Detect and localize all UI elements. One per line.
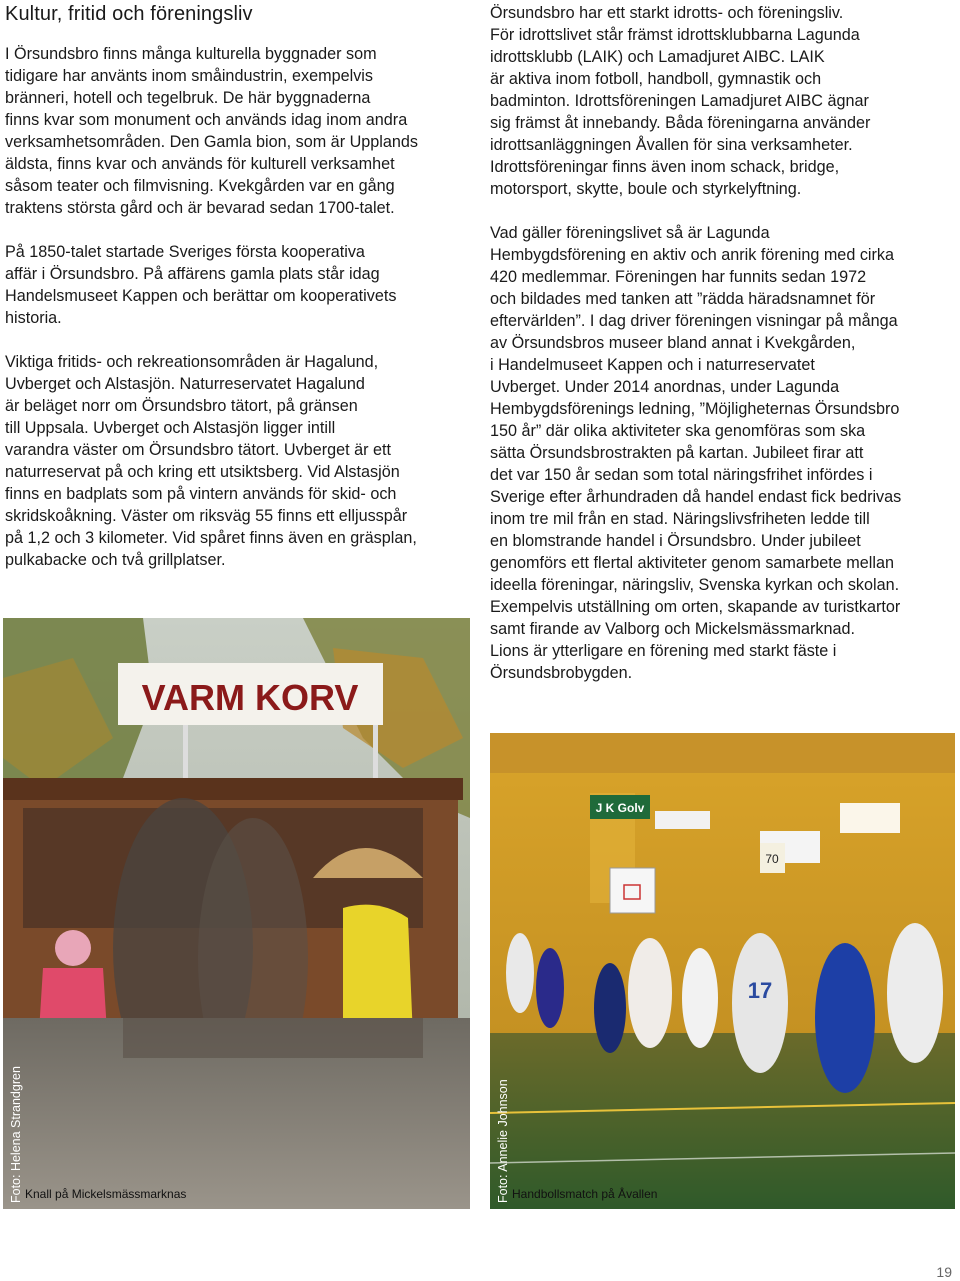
- text-line: eftervärlden”. I dag driver föreningen visningar på många: [490, 312, 898, 330]
- left-paragraph-3: [5, 351, 470, 571]
- text-line: idrottsklubb (LAIK) och Lamadjuret AIBC. LAIK: [490, 48, 825, 66]
- text-line: av Örsundsbros museer bland annat i Kvekgården,: [490, 334, 856, 352]
- text-line: Lions är ytterligare en förening med starkt fäste i: [490, 642, 837, 660]
- page-title: Kultur, fritid och föreningsliv: [5, 3, 253, 25]
- text-line: äldsta, finns kvar och används för kulturell verksamhet: [5, 155, 395, 173]
- right-column: [490, 2, 955, 706]
- photo-caption: Knall på Mickelsmässmarknas: [25, 1187, 187, 1201]
- jersey-number: 17: [747, 978, 773, 1003]
- text-line: tidigare har använts inom småindustrin, exempelvis: [5, 67, 373, 85]
- text-line: För idrottslivet står främst idrottsklubbarna Lagunda: [490, 26, 860, 44]
- text-line: pulkabacke och två grillplatser.: [5, 551, 226, 569]
- text-line: Uvberget. Under 2014 anordnas, under Lagunda: [490, 378, 840, 396]
- text-line: 420 medlemmar. Föreningen har funnits sedan 1972: [490, 268, 867, 286]
- text-line: Viktiga fritids- och rekreationsområden är Hagalund,: [5, 353, 379, 371]
- text-line: traktens största gård och är bevarad sedan 1700-talet.: [5, 199, 395, 217]
- text-line: på 1,2 och 3 kilometer. Vid spåret finns även en gräsplan,: [5, 529, 417, 547]
- text-line: naturreservat på och kring ett utsiktsberg. Vid Alstasjön: [5, 463, 400, 481]
- text-line: Vad gäller föreningslivet så är Lagunda: [490, 224, 770, 242]
- text-line: sig främst åt innebandy. Båda föreningarna använder: [490, 114, 871, 132]
- banner-text: J K Golv: [595, 801, 645, 815]
- text-line: Idrottsföreningar finns även inom schack, bridge,: [490, 158, 840, 176]
- text-line: bränneri, hotell och tegelbruk. De här byggnaderna: [5, 89, 371, 107]
- text-line: Uvberget och Alstasjön. Naturreservatet Hagalund: [5, 375, 365, 393]
- text-line: 150 år” där olika aktiviteter ska genomföras som ska: [490, 422, 866, 440]
- right-paragraph-1: [490, 2, 955, 200]
- text-line: inom tre mil från en stad. Näringslivsfriheten ledde till: [490, 510, 870, 528]
- text-line: är aktiva inom fotboll, handboll, gymnastik och: [490, 70, 822, 88]
- scoreboard-number: 70: [765, 852, 779, 866]
- text-line: en blomstrande handel i Örsundsbro. Under jubileet: [490, 532, 861, 550]
- text-line: såsom teater och filmvisning. Kvekgården var en gång: [5, 177, 395, 195]
- market-photo: [3, 618, 470, 1209]
- left-column: [5, 43, 470, 593]
- text-line: historia.: [5, 309, 62, 327]
- text-line: finns en badplats som på vintern används för skid- och: [5, 485, 397, 503]
- text-line: Exempelvis utställning om orten, skapande av turistkartor: [490, 598, 901, 616]
- text-line: verksamhetsområden. Den Gamla bion, som är Upplands: [5, 133, 418, 151]
- photo-credit: Foto: Helena Strandgren: [9, 1066, 23, 1203]
- sign-text: VARM KORV: [141, 677, 359, 718]
- text-line: det var 150 år sedan som total näringsfrihet infördes i: [490, 466, 873, 484]
- text-line: Örsundsbrobygden.: [490, 664, 633, 682]
- text-line: Örsundsbro har ett starkt idrotts- och föreningsliv.: [490, 4, 844, 22]
- text-line: motorsport, skytte, boule och styrkelyftning.: [490, 180, 802, 198]
- text-line: är beläget norr om Örsundsbro tätort, på gränsen: [5, 397, 358, 415]
- text-line: idrottsanläggningen Åvallen för sina verksamheter.: [490, 136, 853, 154]
- text-line: På 1850-talet startade Sveriges första kooperativa: [5, 243, 365, 261]
- text-line: och bildades med tanken att ”rädda häradsnamnet för: [490, 290, 876, 308]
- text-line: badminton. Idrottsföreningen Lamadjuret AIBC ägnar: [490, 92, 869, 110]
- text-line: Hembygdsförening en aktiv och anrik förening med cirka: [490, 246, 894, 264]
- text-line: finns kvar som monument och används idag inom andra: [5, 111, 408, 129]
- text-line: Hembygdsförenings ledning, ”Möjligheternas Örsundsbro: [490, 400, 900, 418]
- page-number: 19: [936, 1264, 952, 1280]
- text-line: till Uppsala. Uvberget och Alstasjön ligger intill: [5, 419, 336, 437]
- text-line: ideella föreningar, näringsliv, Svenska kyrkan och skolan.: [490, 576, 900, 594]
- left-paragraph-1: [5, 43, 470, 219]
- text-line: samt firande av Valborg och Mickelsmässmarknad.: [490, 620, 855, 638]
- photo-credit: Foto: Annelie Johnson: [496, 1079, 510, 1203]
- handball-photo: [490, 733, 955, 1209]
- text-line: i Handelmuseet Kappen och i naturreservatet: [490, 356, 815, 374]
- text-line: skridskoåkning. Väster om riksväg 55 finns ett elljusspår: [5, 507, 408, 525]
- text-line: genomförs ett flertal aktiviteter genom samarbete mellan: [490, 554, 894, 572]
- text-line: I Örsundsbro finns många kulturella byggnader som: [5, 45, 377, 63]
- text-line: Sverige efter århundraden då handel endast fick bedrivas: [490, 488, 902, 506]
- left-paragraph-2: [5, 241, 470, 329]
- text-line: Handelsmuseet Kappen och berättar om kooperativets: [5, 287, 397, 305]
- text-line: varandra väster om Örsundsbro tätort. Uvberget är ett: [5, 441, 391, 459]
- market-scene-illustration: [3, 618, 470, 1209]
- right-paragraph-2: [490, 222, 955, 684]
- handball-scene-illustration: [490, 733, 955, 1209]
- text-line: sätta Örsundsbrostrakten på kartan. Jubileet firar att: [490, 444, 864, 462]
- text-line: affär i Örsundsbro. På affärens gamla plats står idag: [5, 265, 380, 283]
- photo-caption: Handbollsmatch på Åvallen: [512, 1187, 658, 1201]
